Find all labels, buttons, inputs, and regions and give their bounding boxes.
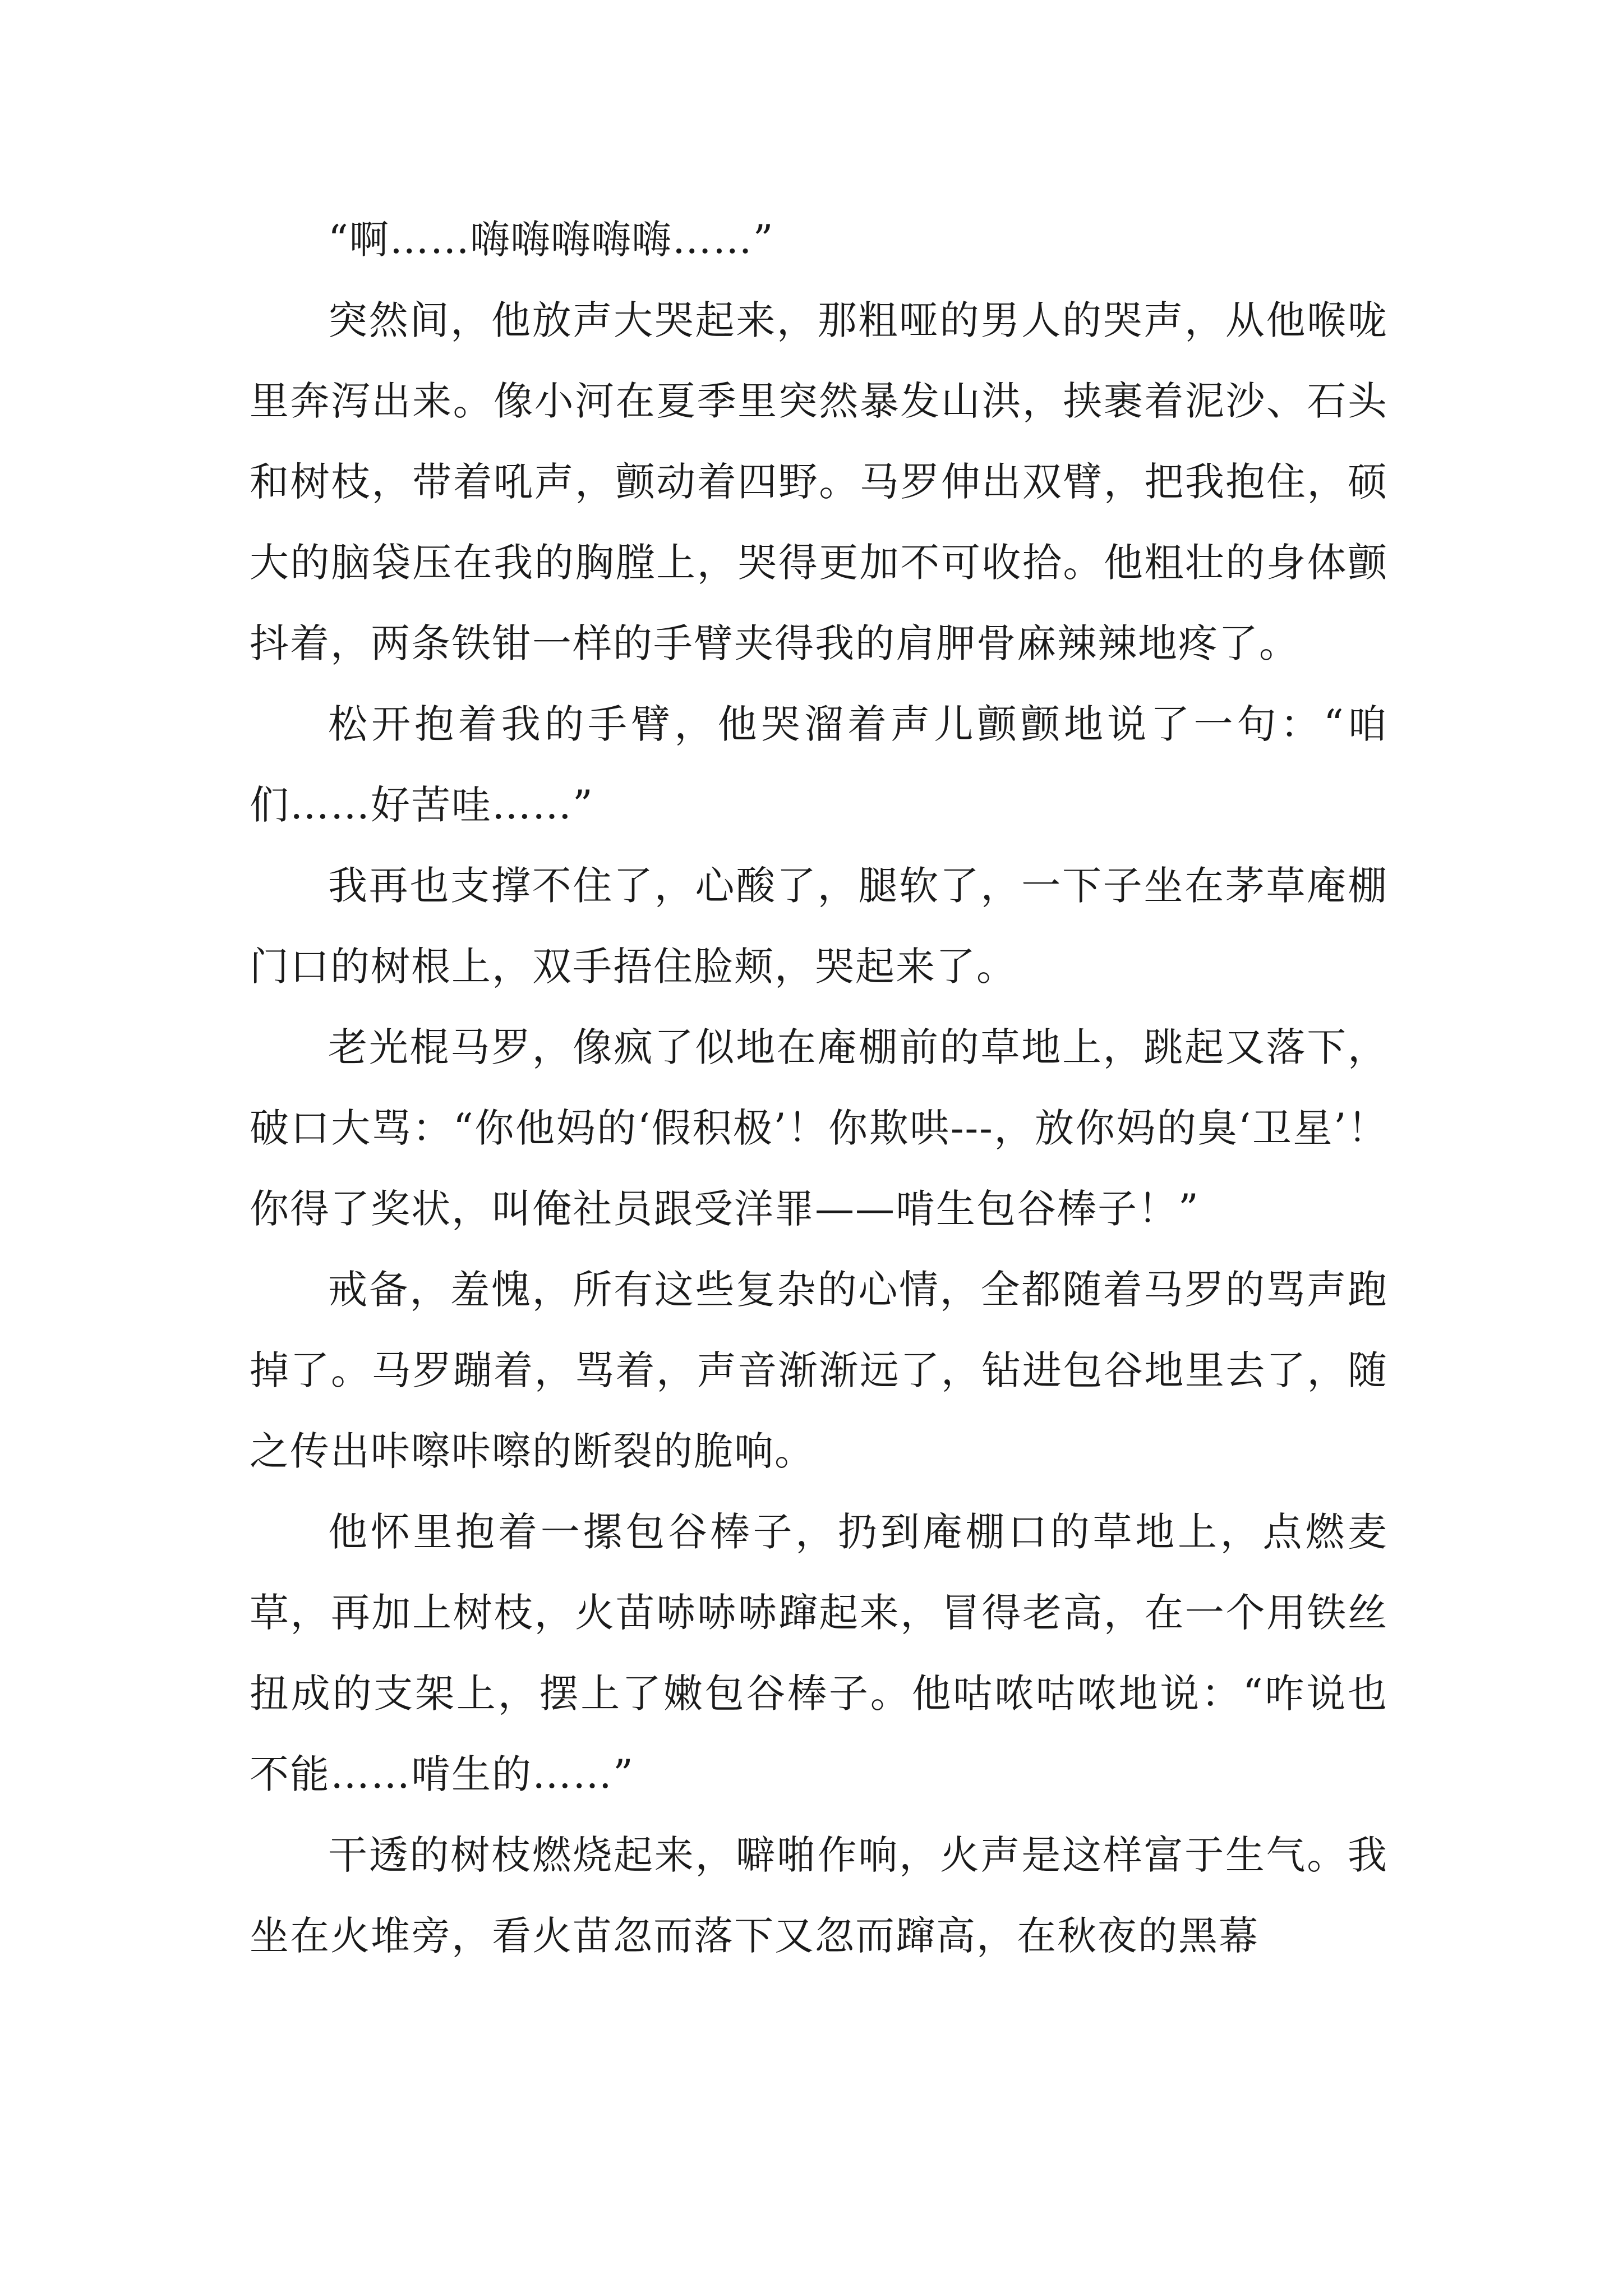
body-text (250, 199, 1388, 1976)
paragraph-2: 突然间，他放声大哭起来，那粗哑的男人的哭声，从他喉咙里奔泻出来。像小河在夏季里突然暴发山洪，挟裹着泥沙、石头和树枝，带着吼声，颤动着四野。马罗伸出双臂，把我抱住，硕大的脑袋压在我的胸膛上，哭得更加不可收拾。他粗壮的身体颤抖着，两条铁钳一样的手臂夹得我的肩胛骨麻辣辣地疼了。 (250, 297, 1388, 666)
paragraph-5: 老光棍马罗，像疯了似地在庵棚前的草地上，跳起又落下，破口大骂：“你他妈的‘假积极’！你欺哄---，放你妈的臭‘卫星’！你得了奖状，叫俺社员跟受洋罪——啃生包谷棒子！” (250, 1024, 1388, 1232)
paragraph-4: 我再也支撑不住了，心酸了，腿软了，一下子坐在茅草庵棚门口的树根上，双手捂住脸颊，哭起来了。 (250, 863, 1388, 990)
paragraph-1: “啊……嗨嗨嗨嗨嗨……” (328, 217, 774, 263)
paragraph-8: 干透的树枝燃烧起来，噼啪作响，火声是这样富于生气。我坐在火堆旁，看火苗忽而落下又忽而蹿高，在秋夜的黑幕 (250, 1832, 1388, 1959)
paragraph-7: 他怀里抱着一摞包谷棒子，扔到庵棚口的草地上，点燃麦草，再加上树枝，火苗哧哧哧蹿起来，冒得老高，在一个用铁丝扭成的支架上，摆上了嫩包谷棒子。他咕哝咕哝地说：“咋说也不能……啃生的……” (250, 1509, 1388, 1797)
paragraph-3: 松开抱着我的手臂，他哭溜着声儿颤颤地说了一句：“咱们……好苦哇……” (250, 701, 1388, 828)
paragraph-6: 戒备，羞愧，所有这些复杂的心情，全都随着马罗的骂声跑掉了。马罗蹦着，骂着，声音渐渐远了，钻进包谷地里去了，随之传出咔嚓咔嚓的断裂的脆响。 (250, 1267, 1388, 1474)
